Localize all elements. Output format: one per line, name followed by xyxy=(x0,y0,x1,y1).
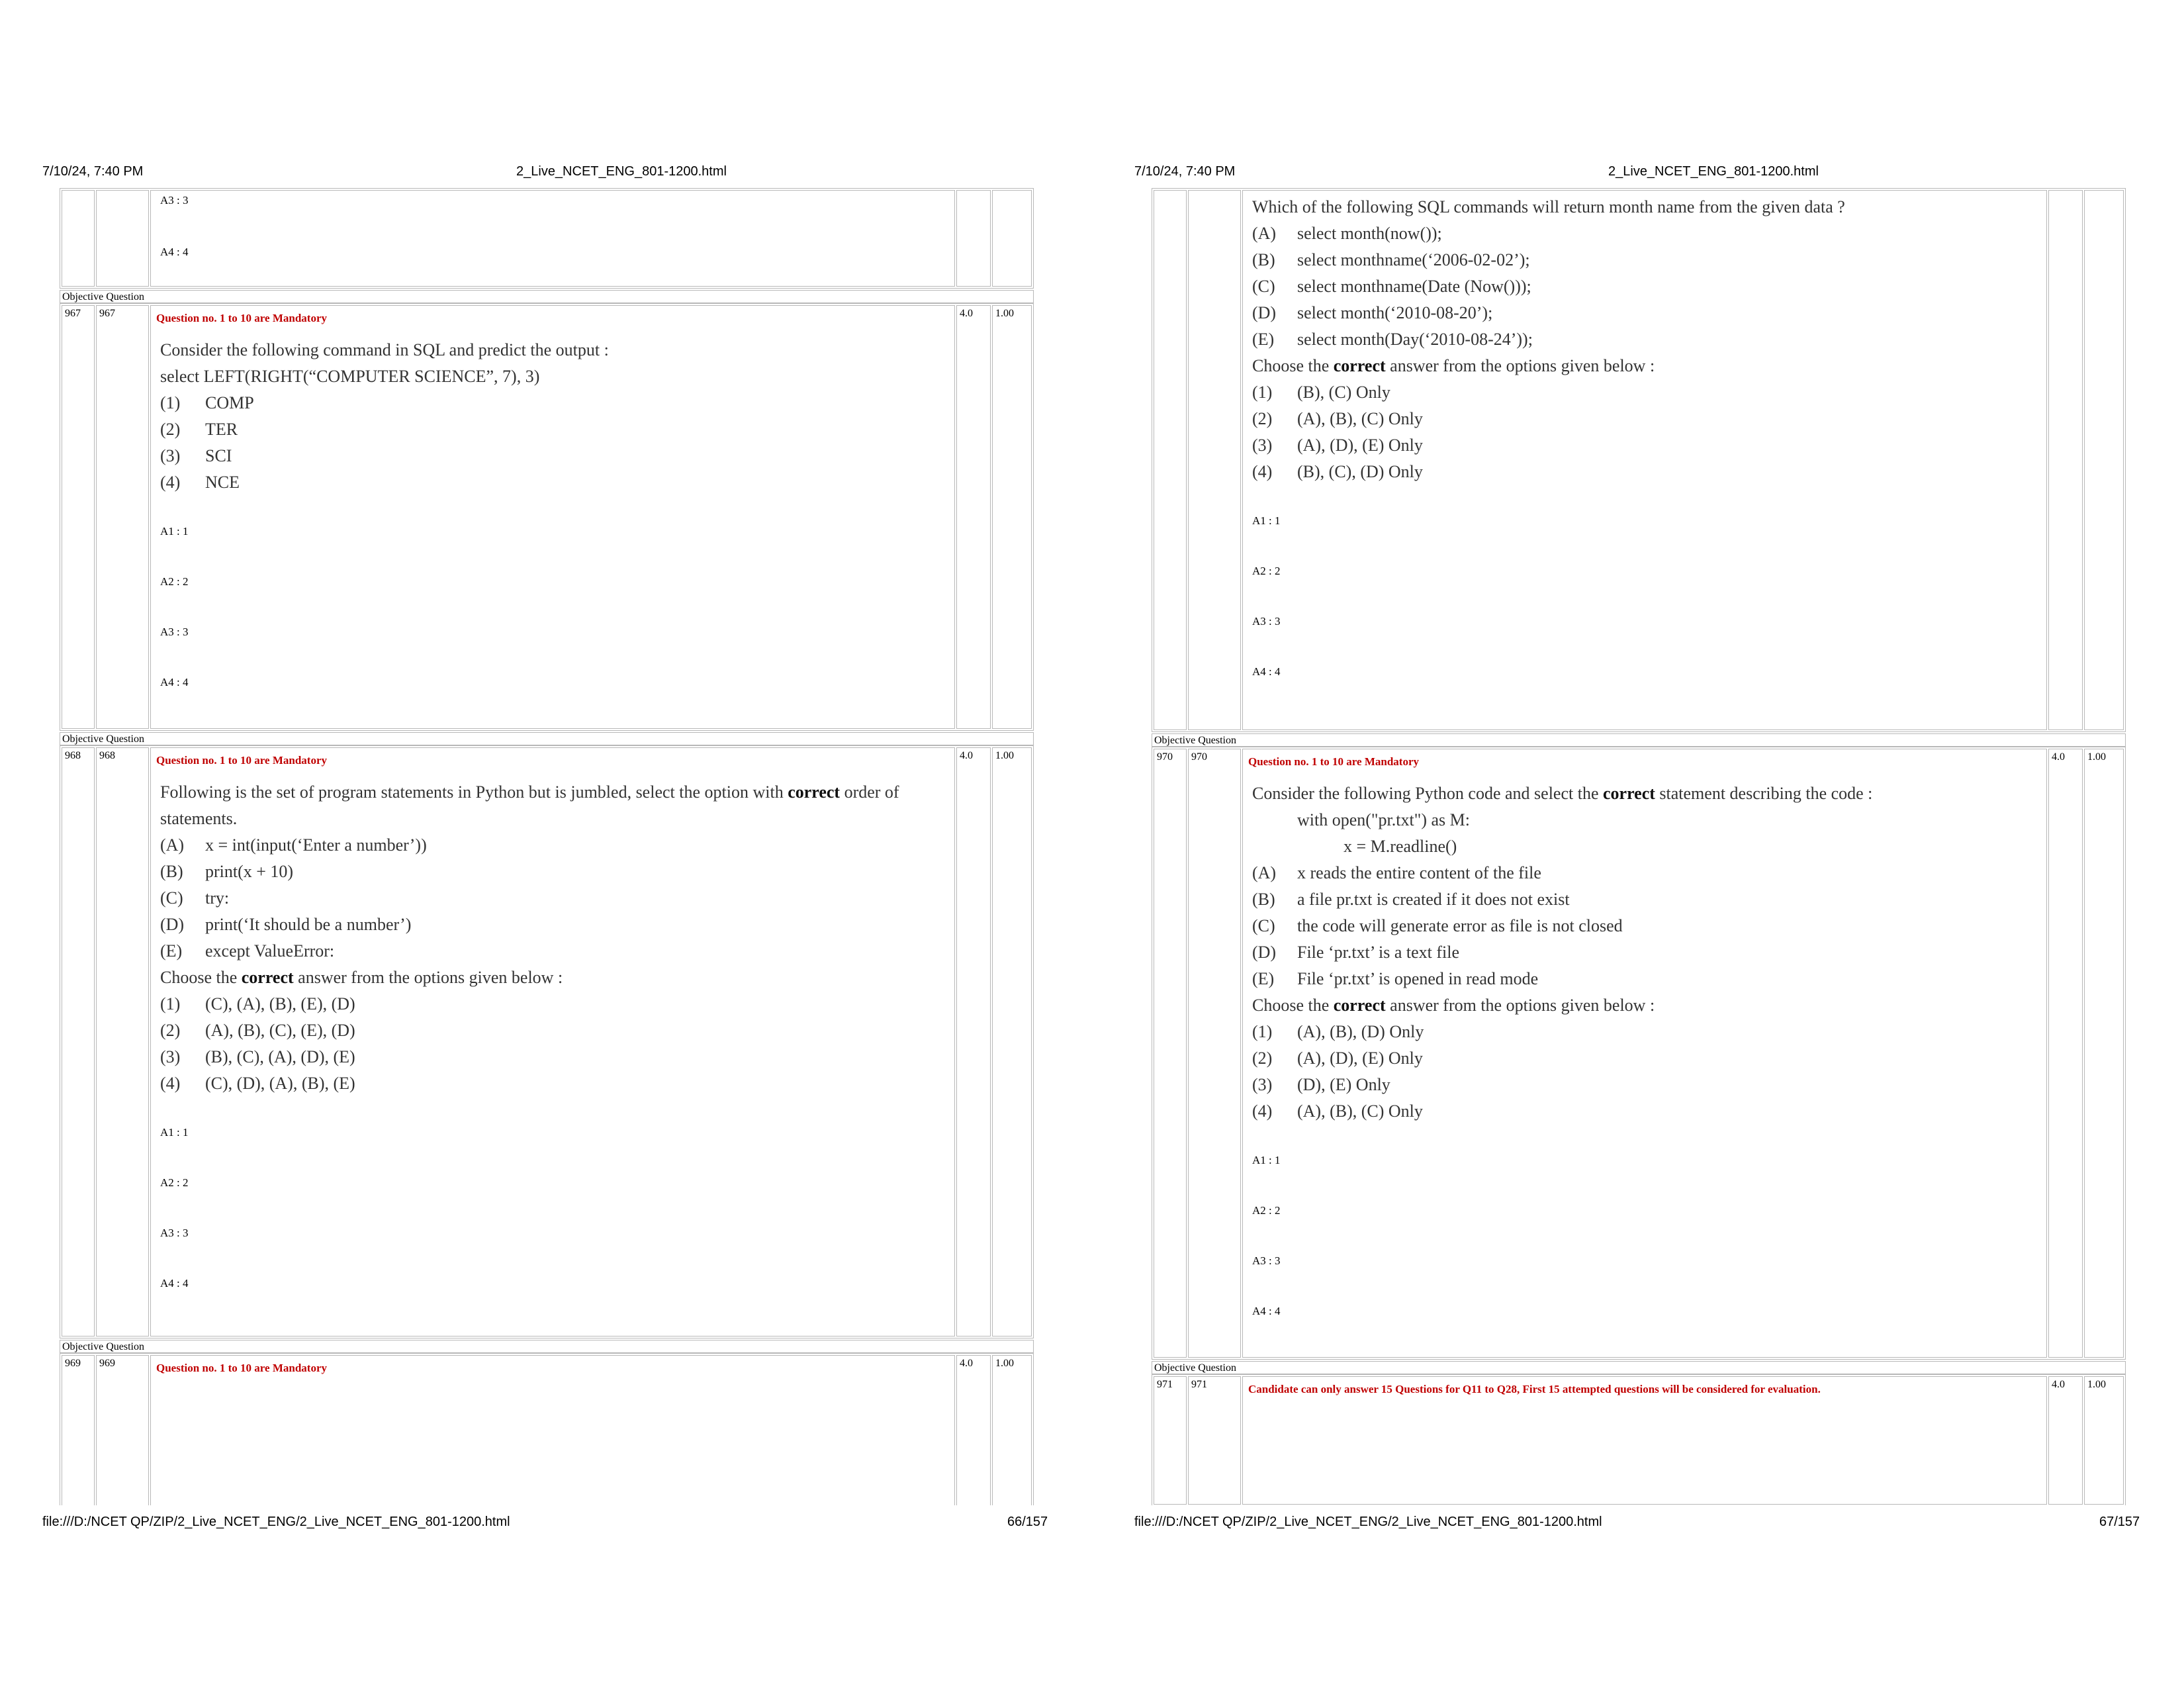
question-stem: Consider the following command in SQL and predict the output : xyxy=(160,340,609,359)
statement-b: (B) print(x + 10) xyxy=(160,862,294,881)
statement-a: (A) x reads the entire content of the file xyxy=(1252,863,1541,882)
question-table-968 xyxy=(60,745,1034,1338)
answer-a1: A1 : 1 xyxy=(1252,514,1281,527)
answer-a3: A3 : 3 xyxy=(1252,1254,1281,1267)
print-file-path: file:///D:/NCET QP/ZIP/2_Live_NCET_ENG/2_Live_NCET_ENG_801-1200.html xyxy=(42,1515,510,1529)
option-1: (1) (B), (C) Only xyxy=(1252,383,1390,402)
negative-marks: 1.00 xyxy=(992,305,1032,729)
question-sl-no: 970 xyxy=(1154,749,1187,1358)
code-line-1: with open("pr.txt") as M: xyxy=(1297,810,1470,829)
question-sl-no: 971 xyxy=(1154,1376,1187,1505)
statement-e: (E) select month(Day(‘2010-08-24’)); xyxy=(1252,330,1533,349)
option-1: (1) (A), (B), (D) Only xyxy=(1252,1022,1424,1041)
answer-a1: A1 : 1 xyxy=(1252,1154,1281,1166)
option-2: (2) (A), (B), (C) Only xyxy=(1252,409,1423,428)
question-body xyxy=(160,779,952,1097)
choose-instruction: Choose the correct answer from the options given below : xyxy=(1252,996,1655,1015)
answer-a2: A2 : 2 xyxy=(160,1176,189,1189)
question-table-969-cont xyxy=(1152,188,2126,732)
question-code: select LEFT(RIGHT(“COMPUTER SCIENCE”, 7), 3) xyxy=(160,367,540,386)
question-table-971 xyxy=(1152,1374,2126,1505)
optional-note: Candidate can only answer 15 Questions for Q11 to Q28, First 15 attempted questions will be considered for evaluation. xyxy=(1248,1383,1821,1395)
statement-b: (B) a file pr.txt is created if it does not exist xyxy=(1252,890,1570,909)
marks: 4.0 xyxy=(2048,749,2083,1358)
option-3: (3) (B), (C), (A), (D), (E) xyxy=(160,1047,355,1066)
question-body xyxy=(1252,780,2044,1125)
option-2: (2) (A), (D), (E) Only xyxy=(1252,1049,1423,1068)
answer-a4: A4 : 4 xyxy=(1252,1305,1281,1317)
answer-a4: A4 : 4 xyxy=(160,1277,189,1289)
statement-c: (C) the code will generate error as file is not closed xyxy=(1252,916,1623,935)
question-id: 970 xyxy=(1188,749,1241,1358)
statement-a: (A) x = int(input(‘Enter a number’)) xyxy=(160,835,427,855)
option-2: (2) (A), (B), (C), (E), (D) xyxy=(160,1021,355,1040)
marks: 4.0 xyxy=(2048,1376,2083,1505)
option-3: (3) SCI xyxy=(160,446,232,465)
statement-d: (D) print(‘It should be a number’) xyxy=(160,915,412,934)
question-stem: Following is the set of program statements in Python but is jumbled, select the option with correct order of statements. xyxy=(160,782,899,828)
question-sl-no: 968 xyxy=(62,747,95,1336)
statement-c: (C) select monthname(Date (Now())); xyxy=(1252,277,1531,296)
question-type-label: Objective Question xyxy=(60,290,1034,303)
answer-a2: A2 : 2 xyxy=(160,575,189,588)
question-table-970 xyxy=(1152,747,2126,1360)
print-datetime: 7/10/24, 7:40 PM xyxy=(1134,164,1236,179)
answer-a1: A1 : 1 xyxy=(160,1126,189,1139)
option-4: (4) (A), (B), (C) Only xyxy=(1252,1102,1423,1121)
question-body xyxy=(160,337,952,496)
option-4: (4) (B), (C), (D) Only xyxy=(1252,462,1423,481)
answer-a3: A3 : 3 xyxy=(160,194,189,207)
statement-b: (B) select monthname(‘2006-02-02’); xyxy=(1252,250,1530,269)
question-type-label: Objective Question xyxy=(1152,733,2126,747)
question-id: 969 xyxy=(96,1355,149,1505)
statement-a: (A) select month(now()); xyxy=(1252,224,1442,243)
question-id: 971 xyxy=(1188,1376,1241,1505)
answer-a3: A3 : 3 xyxy=(160,626,189,638)
marks: 4.0 xyxy=(956,1355,991,1505)
option-1: (1) (C), (A), (B), (E), (D) xyxy=(160,994,355,1013)
page-number: 67/157 xyxy=(2099,1515,2140,1529)
mandatory-note: Question no. 1 to 10 are Mandatory xyxy=(156,312,327,324)
answer-a4: A4 : 4 xyxy=(1252,665,1281,678)
question-stem: Consider the following Python code and select the correct statement describing the code : xyxy=(1252,784,1873,803)
code-line-2: x = M.readline() xyxy=(1343,837,1457,856)
statement-c: (C) try: xyxy=(160,888,230,908)
negative-marks: 1.00 xyxy=(2084,1376,2124,1505)
option-3: (3) (A), (D), (E) Only xyxy=(1252,436,1423,455)
answer-a4: A4 : 4 xyxy=(160,676,189,688)
question-body xyxy=(1252,194,2044,485)
statement-d: (D) select month(‘2010-08-20’); xyxy=(1252,303,1493,322)
question-id: 968 xyxy=(96,747,149,1336)
answer-a1: A1 : 1 xyxy=(160,525,189,538)
answer-a4: A4 : 4 xyxy=(160,246,189,258)
right-content xyxy=(1152,188,2126,1505)
print-doc-title: 2_Live_NCET_ENG_801-1200.html xyxy=(1608,164,1819,179)
statement-e: (E) except ValueError: xyxy=(160,941,335,961)
option-2: (2) TER xyxy=(160,420,238,439)
question-table-967 xyxy=(60,303,1034,731)
question-table-prev xyxy=(60,188,1034,289)
choose-instruction: Choose the correct answer from the options given below : xyxy=(160,968,563,987)
option-3: (3) (D), (E) Only xyxy=(1252,1075,1390,1094)
question-type-label: Objective Question xyxy=(60,732,1034,745)
print-file-path: file:///D:/NCET QP/ZIP/2_Live_NCET_ENG/2_Live_NCET_ENG_801-1200.html xyxy=(1134,1515,1602,1529)
answer-a3: A3 : 3 xyxy=(160,1227,189,1239)
print-doc-title: 2_Live_NCET_ENG_801-1200.html xyxy=(516,164,727,179)
answer-a2: A2 : 2 xyxy=(1252,565,1281,577)
question-stem: Which of the following SQL commands will return month name from the given data ? xyxy=(1252,197,1845,216)
answer-a3: A3 : 3 xyxy=(1252,615,1281,628)
marks: 4.0 xyxy=(956,305,991,729)
mandatory-note: Question no. 1 to 10 are Mandatory xyxy=(1248,755,1419,768)
question-type-label: Objective Question xyxy=(60,1340,1034,1353)
mandatory-note: Question no. 1 to 10 are Mandatory xyxy=(156,754,327,767)
marks: 4.0 xyxy=(956,747,991,1336)
negative-marks: 1.00 xyxy=(992,747,1032,1336)
choose-instruction: Choose the correct answer from the options given below : xyxy=(1252,356,1655,375)
option-4: (4) (C), (D), (A), (B), (E) xyxy=(160,1074,355,1093)
option-1: (1) COMP xyxy=(160,393,254,412)
answer-a2: A2 : 2 xyxy=(1252,1204,1281,1217)
page-number: 66/157 xyxy=(1007,1515,1048,1529)
option-4: (4) NCE xyxy=(160,473,240,492)
negative-marks: 1.00 xyxy=(992,1355,1032,1505)
question-type-label: Objective Question xyxy=(1152,1361,2126,1374)
statement-e: (E) File ‘pr.txt’ is opened in read mode xyxy=(1252,969,1539,988)
question-sl-no: 967 xyxy=(62,305,95,729)
question-table-969 xyxy=(60,1353,1034,1505)
mandatory-note: Question no. 1 to 10 are Mandatory xyxy=(156,1362,327,1374)
print-datetime: 7/10/24, 7:40 PM xyxy=(42,164,144,179)
left-content xyxy=(60,188,1034,1505)
negative-marks: 1.00 xyxy=(2084,749,2124,1358)
question-sl-no: 969 xyxy=(62,1355,95,1505)
statement-d: (D) File ‘pr.txt’ is a text file xyxy=(1252,943,1460,962)
right-page xyxy=(1092,0,2184,1688)
question-id: 967 xyxy=(96,305,149,729)
